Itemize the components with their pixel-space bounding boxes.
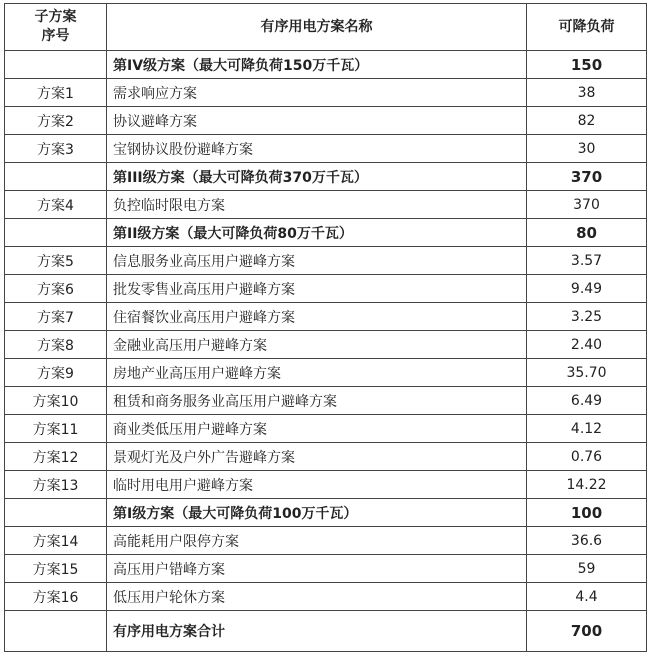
plan-name-cell: 需求响应方案 <box>107 79 527 107</box>
reducible-load-cell: 3.57 <box>527 247 647 275</box>
reducible-load-cell: 6.49 <box>527 387 647 415</box>
reducible-load-cell: 38 <box>527 79 647 107</box>
sub-plan-no-cell: 方案12 <box>5 443 107 471</box>
reducible-load-cell: 0.76 <box>527 443 647 471</box>
table-row <box>5 359 647 387</box>
level-row <box>5 499 647 527</box>
sub-plan-no-cell <box>5 163 107 191</box>
plan-name-cell: 临时用电用户避峰方案 <box>107 471 527 499</box>
plan-name-cell: 信息服务业高压用户避峰方案 <box>107 247 527 275</box>
sub-plan-no-cell: 方案8 <box>5 331 107 359</box>
sub-plan-no-cell <box>5 611 107 652</box>
plan-name-cell: 批发零售业高压用户避峰方案 <box>107 275 527 303</box>
sub-plan-no-cell: 方案2 <box>5 107 107 135</box>
sub-plan-no-cell: 方案7 <box>5 303 107 331</box>
table-row <box>5 471 647 499</box>
sub-plan-no-cell: 方案9 <box>5 359 107 387</box>
sub-plan-no-cell: 方案15 <box>5 555 107 583</box>
table-row <box>5 555 647 583</box>
reducible-load-cell: 35.70 <box>527 359 647 387</box>
sub-plan-no-cell: 方案5 <box>5 247 107 275</box>
total-row <box>5 611 647 652</box>
sub-plan-no-cell: 方案13 <box>5 471 107 499</box>
plan-name-cell: 高压用户错峰方案 <box>107 555 527 583</box>
plan-name-cell: 第III级方案（最大可降负荷370万千瓦） <box>107 163 527 191</box>
reducible-load-cell: 2.40 <box>527 331 647 359</box>
sub-plan-no-cell <box>5 499 107 527</box>
plan-name-cell: 协议避峰方案 <box>107 107 527 135</box>
reducible-load-cell: 4.4 <box>527 583 647 611</box>
plan-name-cell: 租赁和商务服务业高压用户避峰方案 <box>107 387 527 415</box>
reducible-load-cell: 700 <box>527 611 647 652</box>
sub-plan-no-cell: 方案4 <box>5 191 107 219</box>
reducible-load-cell: 82 <box>527 107 647 135</box>
reducible-load-cell: 9.49 <box>527 275 647 303</box>
sub-plan-no-cell: 方案6 <box>5 275 107 303</box>
plan-name-cell: 第IV级方案（最大可降负荷150万千瓦） <box>107 51 527 79</box>
table-row <box>5 275 647 303</box>
table-row <box>5 79 647 107</box>
reducible-load-cell: 14.22 <box>527 471 647 499</box>
sub-plan-no-cell: 方案10 <box>5 387 107 415</box>
level-row <box>5 219 647 247</box>
table-row <box>5 191 647 219</box>
table-row <box>5 331 647 359</box>
plan-name-cell: 景观灯光及户外广告避峰方案 <box>107 443 527 471</box>
reducible-load-cell: 100 <box>527 499 647 527</box>
plan-name-cell: 低压用户轮休方案 <box>107 583 527 611</box>
reducible-load-cell: 80 <box>527 219 647 247</box>
sub-plan-no-cell: 方案1 <box>5 79 107 107</box>
level-row <box>5 51 647 79</box>
reducible-load-cell: 150 <box>527 51 647 79</box>
reducible-load-cell: 370 <box>527 163 647 191</box>
col-header-plan-name: 有序用电方案名称 <box>107 4 527 51</box>
table-row <box>5 135 647 163</box>
reducible-load-cell: 36.6 <box>527 527 647 555</box>
reducible-load-cell: 30 <box>527 135 647 163</box>
sub-plan-no-cell: 方案14 <box>5 527 107 555</box>
col-header-sub-plan-no-line2: 序号 <box>41 28 70 44</box>
col-header-sub-plan-no-line1: 子方案 <box>34 9 77 25</box>
table-row <box>5 247 647 275</box>
sub-plan-no-cell: 方案3 <box>5 135 107 163</box>
table-row <box>5 583 647 611</box>
sub-plan-no-cell <box>5 219 107 247</box>
table-row <box>5 527 647 555</box>
table-row <box>5 303 647 331</box>
plan-name-cell: 房地产业高压用户避峰方案 <box>107 359 527 387</box>
header-row <box>5 4 647 51</box>
plan-name-cell: 金融业高压用户避峰方案 <box>107 331 527 359</box>
plan-name-cell: 有序用电方案合计 <box>107 611 527 652</box>
table-row <box>5 415 647 443</box>
plan-name-cell: 第I级方案（最大可降负荷100万千瓦） <box>107 499 527 527</box>
sub-plan-no-cell: 方案16 <box>5 583 107 611</box>
level-row <box>5 163 647 191</box>
sub-plan-no-cell <box>5 51 107 79</box>
reducible-load-cell: 4.12 <box>527 415 647 443</box>
table-row <box>5 387 647 415</box>
table-body <box>5 51 647 652</box>
plan-name-cell: 住宿餐饮业高压用户避峰方案 <box>107 303 527 331</box>
plan-name-cell: 商业类低压用户避峰方案 <box>107 415 527 443</box>
plan-name-cell: 宝钢协议股份避峰方案 <box>107 135 527 163</box>
table-row <box>5 443 647 471</box>
col-header-sub-plan-no <box>5 4 107 51</box>
orderly-power-plan-table <box>4 3 647 652</box>
plan-name-cell: 第II级方案（最大可降负荷80万千瓦） <box>107 219 527 247</box>
plan-name-cell: 负控临时限电方案 <box>107 191 527 219</box>
reducible-load-cell: 370 <box>527 191 647 219</box>
plan-name-cell: 高能耗用户限停方案 <box>107 527 527 555</box>
reducible-load-cell: 3.25 <box>527 303 647 331</box>
col-header-reducible-load: 可降负荷 <box>527 4 647 51</box>
table-row <box>5 107 647 135</box>
sub-plan-no-cell: 方案11 <box>5 415 107 443</box>
reducible-load-cell: 59 <box>527 555 647 583</box>
